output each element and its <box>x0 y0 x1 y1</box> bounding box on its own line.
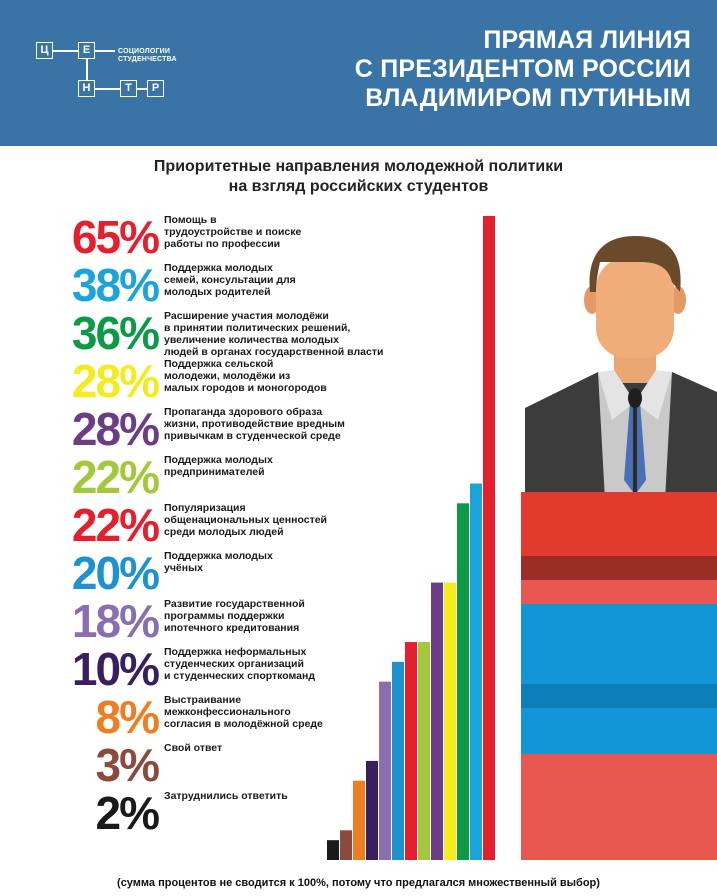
category-label-line: учёных <box>164 562 203 574</box>
header-title-line: ВЛАДИМИРОМ ПУТИНЫМ <box>365 84 691 112</box>
category-label-line: Затруднились ответить <box>164 790 288 802</box>
category-label <box>164 358 394 394</box>
category-label-line: молодежи, молодёжи из <box>164 370 291 382</box>
percent-label: 18% <box>71 595 158 647</box>
category-label <box>164 406 394 442</box>
bar <box>418 642 430 860</box>
category-label-line: семей, консультации для <box>164 274 296 286</box>
podium-stripe <box>521 580 717 604</box>
category-label-line: Поддержка неформальных <box>164 646 307 658</box>
bar <box>327 840 339 860</box>
bar <box>457 503 469 860</box>
category-label-line: предпринимателей <box>164 466 265 478</box>
bar <box>444 583 456 860</box>
header-title-line: С ПРЕЗИДЕНТОМ РОССИИ <box>354 55 691 83</box>
percent-label: 3% <box>95 739 158 791</box>
chart-title: Приоритетные направления молодежной политики на взгляд российских студентов <box>153 158 564 195</box>
bar <box>392 662 404 860</box>
bar <box>431 583 443 860</box>
podium-stripe <box>521 684 717 708</box>
bar <box>366 761 378 860</box>
logo-letter-4: Т <box>120 80 137 97</box>
category-label-line: межконфессионального <box>164 706 291 718</box>
category-label-line: Поддержка молодых <box>164 454 273 466</box>
category-label-line: среди молодых людей <box>164 526 284 538</box>
podium-stripe <box>521 604 717 684</box>
category-label-line: ипотечного кредитования <box>164 622 300 634</box>
category-label-line: студенческих организаций <box>164 658 304 670</box>
category-label <box>164 454 394 478</box>
category-label <box>164 550 394 574</box>
percent-label: 10% <box>71 643 158 695</box>
category-label-line: людей в органах государственной власти <box>164 346 384 358</box>
logo-letter-3: Н <box>78 80 95 97</box>
category-label-line: молодых родителей <box>164 286 271 298</box>
category-label <box>164 694 394 730</box>
category-label-line: трудоустройстве и поиске <box>164 226 302 238</box>
percent-label: 22% <box>71 451 158 503</box>
category-label <box>164 262 394 298</box>
percent-label: 36% <box>71 307 158 359</box>
category-label-line: жизни, противодействие вредным <box>164 418 345 430</box>
logo-letter-2: Е <box>78 42 95 59</box>
podium-stripe <box>521 754 717 860</box>
podium-stripe <box>521 492 717 556</box>
category-label-line: согласия в молодёжной среде <box>164 718 323 730</box>
category-label <box>164 214 394 250</box>
category-label-line: Пропаганда здорового образа <box>164 406 323 418</box>
category-label-line: увеличение количества молодых <box>164 334 339 346</box>
percent-label: 65% <box>71 211 158 263</box>
percent-label: 8% <box>95 691 158 743</box>
category-label <box>164 646 394 682</box>
category-label-line: общенациональных ценностей <box>164 514 328 526</box>
category-label-line: программы поддержки <box>164 610 285 622</box>
podium-stripe <box>521 708 717 754</box>
percent-label: 28% <box>71 403 158 455</box>
header-title-line: ПРЯМАЯ ЛИНИЯ <box>483 26 691 54</box>
category-label-line: Помощь в <box>164 214 217 226</box>
category-label-line: Выстраивание <box>164 694 242 706</box>
category-label-line: в принятии политических решений, <box>164 322 351 334</box>
bar <box>470 484 482 860</box>
category-label-line: Популяризация <box>164 502 246 514</box>
percent-label: 22% <box>71 499 158 551</box>
category-label-line: Поддержка сельской <box>164 358 274 370</box>
microphone-stand <box>633 405 637 495</box>
category-label <box>164 598 394 634</box>
category-label <box>164 502 394 538</box>
category-label-line: Развитие государственной <box>164 598 305 610</box>
speaker-figure <box>525 236 717 500</box>
category-label-line: привычкам в студенческой среде <box>164 430 341 442</box>
percent-label: 28% <box>71 355 158 407</box>
category-label <box>164 310 394 358</box>
podium-stripe <box>521 556 717 580</box>
bar <box>483 216 495 860</box>
logo-text: СОЦИОЛОГИИ СТУДЕНЧЕСТВА <box>118 48 177 63</box>
category-label-line: Свой ответ <box>164 742 223 754</box>
category-label-line: Поддержка молодых <box>164 550 273 562</box>
logo-letter-1: Ц <box>36 42 53 59</box>
category-label-line: Расширение участия молодёжи <box>164 310 329 322</box>
category-label-line: и студенческих спорткоманд <box>164 670 316 682</box>
percent-label: 38% <box>71 259 158 311</box>
category-label-line: работы по профессии <box>164 238 281 250</box>
bar <box>405 642 417 860</box>
category-label <box>164 790 394 802</box>
logo-letter-5: Р <box>147 80 164 97</box>
category-label-line: малых городов и моногородов <box>164 382 327 394</box>
bar <box>340 830 352 860</box>
podium <box>521 492 717 860</box>
category-label-line: Поддержка молодых <box>164 262 273 274</box>
percent-label: 20% <box>71 547 158 599</box>
footer-note: (сумма процентов не сводится к 100%, потому что предлагался множественный выбор) <box>117 877 600 889</box>
category-label <box>164 742 394 754</box>
microphone-head <box>628 388 642 408</box>
percent-label: 2% <box>95 787 158 839</box>
speaker-face <box>596 258 674 358</box>
